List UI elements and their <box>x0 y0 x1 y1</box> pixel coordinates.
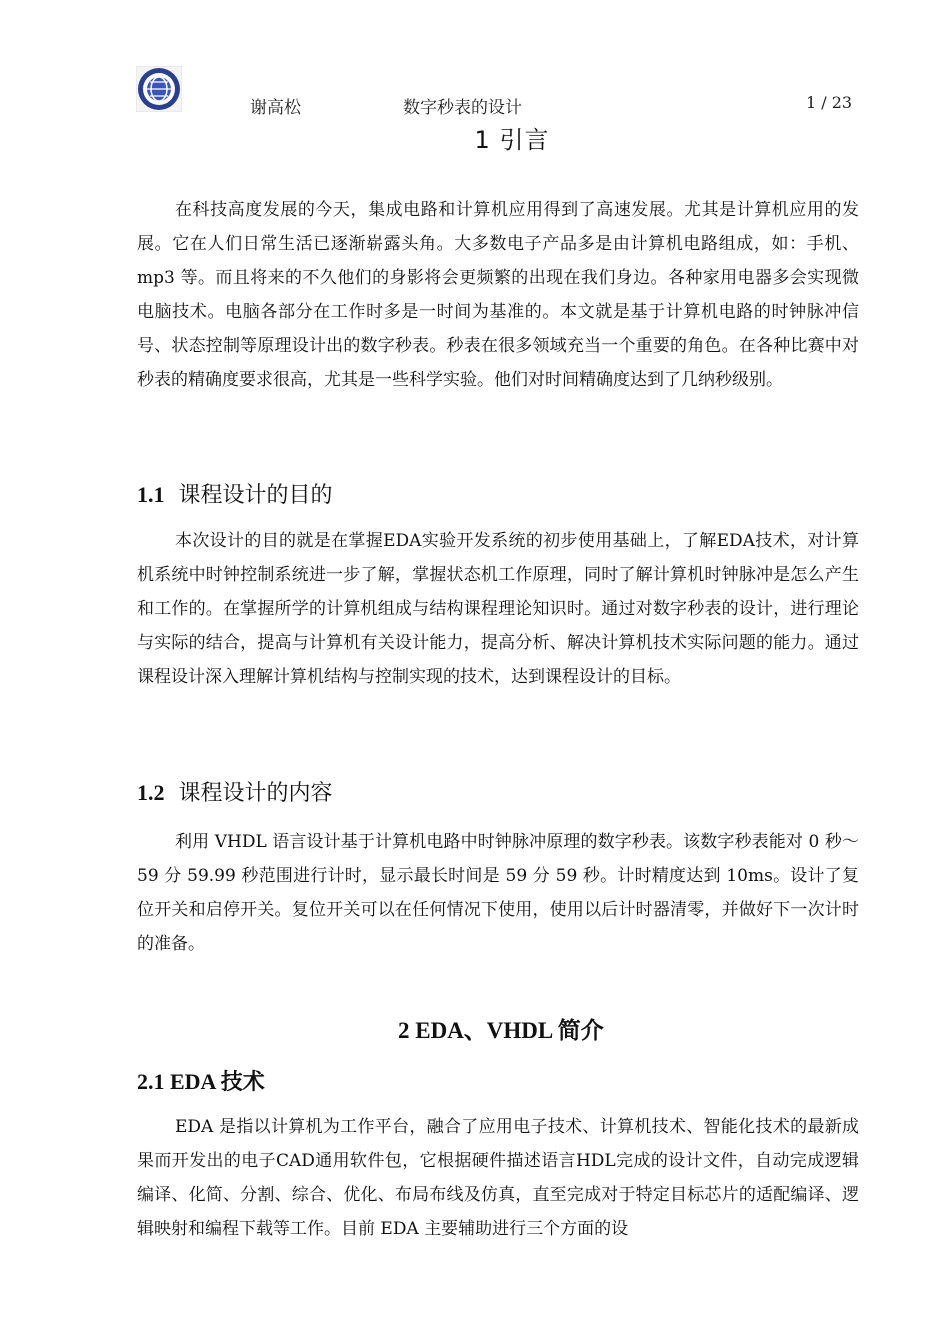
header-page-number: 1 / 23 <box>806 93 853 112</box>
section-1-2-paragraph: 利用 VHDL 语言设计基于计算机电路中时钟脉冲原理的数字秒表。该数字秒表能对 0 秒～59 分 59.99 秒范围进行计时，显示最长时间是 59 分 59 秒。计时精度达到 10ms。设计了复位开关和启停开关。复位开关可以在任何情况下使用，使用以后计时器清零，并做好下一次计时的准备。 <box>137 832 859 954</box>
intro-paragraph: 在科技高度发展的今天，集成电路和计算机应用得到了高速发展。尤其是计算机应用的发展。它在人们日常生活已逐渐崭露头角。大多数电子产品多是由计算机电路组成，如：手机、mp3 等。而且将来的不久他们的身影将会更频繁的出现在我们身边。各种家用电器多会实现微电脑技术。电脑各部分在工作时多是一时间为基准的。本文就是基于计算机电路的时钟脉冲信号、状态控制等原理设计出的数字秒表。秒表在很多领域充当一个重要的角色。在各种比赛中对秒表的精确度要求很高，尤其是一些科学实验。他们对时间精确度达到了几纳秒级别。 <box>137 200 859 390</box>
section-1-1-heading <box>137 478 333 509</box>
section-number: 1.1 <box>137 482 165 507</box>
header-author: 谢高松 <box>250 98 301 118</box>
chapter-2-heading: 2 EDA、VHDL 简介 <box>398 1018 604 1043</box>
chapter-1-heading: 1 引言 <box>474 126 550 154</box>
section-2-1-paragraph: EDA 是指以计算机为工作平台，融合了应用电子技术、计算机技术、智能化技术的最新成果而开发出的电子CAD通用软件包，它根据硬件描述语言HDL完成的设计文件，自动完成逻辑编译、化简、分割、综合、优化、布局布线及仿真，直至完成对于特定目标芯片的适配编译、逻辑映射和编程下载等工作。目前 EDA 主要辅助进行三个方面的设 <box>137 1117 859 1239</box>
section-title: 课程设计的目的 <box>178 483 333 508</box>
section-title: 课程设计的内容 <box>178 781 333 806</box>
header-doc-title: 数字秒表的设计 <box>403 98 522 118</box>
section-1-2-heading <box>137 776 333 807</box>
section-number: 1.2 <box>137 780 165 805</box>
section-2-1-heading: 2.1 EDA 技术 <box>137 1069 265 1094</box>
section-1-1-paragraph: 本次设计的目的就是在掌握EDA实验开发系统的初步使用基础上，了解EDA技术，对计算机系统中时钟控制系统进一步了解，掌握状态机工作原理，同时了解计算机时钟脉冲是怎么产生和工作的。在掌握所学的计算机组成与结构课程理论知识时。通过对数字秒表的设计，进行理论与实际的结合，提高与计算机有关设计能力，提高分析、解决计算机技术实际问题的能力。通过课程设计深入理解计算机结构与控制实现的技术，达到课程设计的目标。 <box>137 531 859 687</box>
university-logo <box>136 66 182 112</box>
